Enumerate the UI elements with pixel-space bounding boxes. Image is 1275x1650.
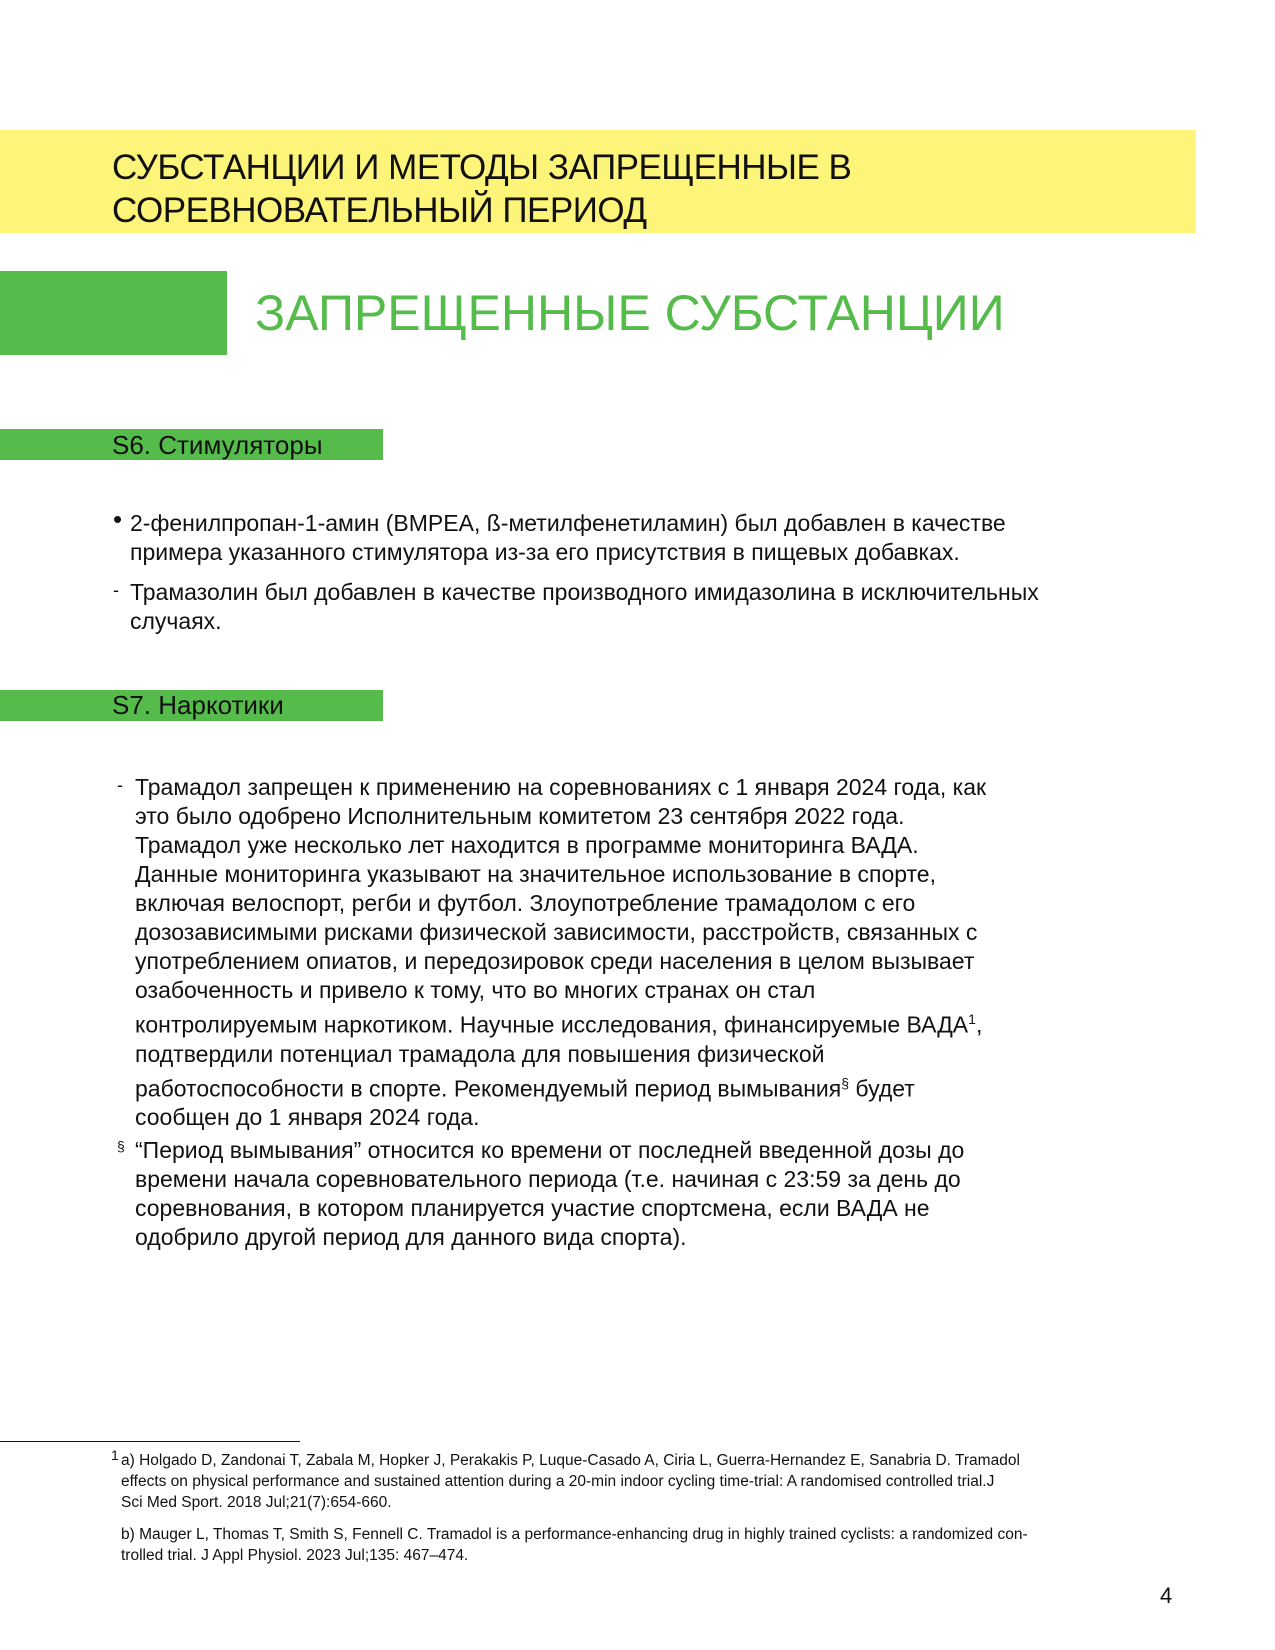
s7-item-text: , xyxy=(975,1011,983,1038)
s7-washout-note xyxy=(117,1136,1157,1252)
s7-item-1 xyxy=(117,773,1157,1132)
s6-item-1 xyxy=(113,504,1193,567)
footnote-number: 1 xyxy=(111,1447,119,1463)
s6-heading: S6. Стимуляторы xyxy=(112,430,323,460)
s7-item-line: Трамадол уже несколько лет находится в программе мониторинга ВАДА. xyxy=(135,832,919,858)
footnote-a xyxy=(111,1447,1140,1513)
s7-item-text: будет xyxy=(849,1075,915,1102)
footnote-divider xyxy=(0,1441,300,1442)
s7-item-line xyxy=(135,1005,1157,1040)
s7-note-line: времени начала соревновательного периода (т.е. начиная с 23:59 за день до xyxy=(135,1166,961,1192)
section-note-reference[interactable]: § xyxy=(841,1074,850,1091)
s7-item-line: подтвердили потенциал трамадола для повышения физической xyxy=(135,1040,825,1067)
s7-item-line: Данные мониторинга указывают на значительное использование в спорте, xyxy=(135,861,936,887)
section-title: ЗАПРЕЩЕННЫЕ СУБСТАНЦИИ xyxy=(255,285,1005,341)
s7-note-line: “Период вымывания” относится ко времени от последней введенной дозы до xyxy=(135,1137,965,1163)
footnote-b xyxy=(113,1524,1140,1566)
s7-item-line: Трамадол запрещен к применению на соревнованиях с 1 января 2024 года, как xyxy=(135,774,987,800)
s6-item-2-line-1: Трамазолин был добавлен в качестве производного имидазолина в исключительных xyxy=(130,579,1039,605)
page-number: 4 xyxy=(1160,1583,1173,1608)
s6-item-2-line-2: случаях. xyxy=(130,608,222,634)
s6-item-1-line-2: примера указанного стимулятора из-за его присутствия в пищевых добавках. xyxy=(130,539,960,565)
s7-item-line: озабоченность и привело к тому, что во многих странах он стал xyxy=(135,977,816,1003)
s6-item-2 xyxy=(113,578,1233,636)
s7-note-line: одобрило другой период для данного вида спорта). xyxy=(135,1224,687,1250)
s7-heading: S7. Наркотики xyxy=(112,690,284,720)
s7-item-text: контролируемым наркотиком. Научные исследования, финансируемые ВАДА xyxy=(135,1011,969,1038)
bullet-dot-icon: • xyxy=(113,504,123,534)
s7-item-text: работоспособности в спорте. Рекомендуемый период вымывания xyxy=(135,1075,842,1102)
footnote-a-line-3: Sci Med Sport. 2018 Jul;21(7):654-660. xyxy=(121,1494,392,1511)
page-title xyxy=(112,146,1182,232)
footnote-b-line-2: trolled trial. J Appl Physiol. 2023 Jul;135: 467–474. xyxy=(121,1547,469,1564)
dash-marker-icon: - xyxy=(113,580,119,600)
s7-item-line: сообщен до 1 января 2024 года. xyxy=(135,1104,480,1131)
s7-item-line: включая велоспорт, регби и футбол. Злоупотребление трамадолом с его xyxy=(135,890,916,916)
s7-item-line: употреблением опиатов, и передозировок среди населения в целом вызывает xyxy=(135,948,975,974)
footnote-a-line-2: effects on physical performance and sustained attention during a 20-min indoor cycling time-trial: A randomised controlled trial.J xyxy=(121,1473,995,1490)
s7-note-line: соревнования, в котором планируется участие спортсмена, если ВАДА не xyxy=(135,1195,930,1221)
section-accent-block xyxy=(0,271,227,355)
s6-item-1-line-1: 2-фенилпропан-1-амин (BMPEA, ß-метилфенетиламин) был добавлен в качестве xyxy=(130,510,1006,536)
page-title-line-1: СУБСТАНЦИИ И МЕТОДЫ ЗАПРЕЩЕННЫЕ В xyxy=(112,148,852,187)
section-sign-marker: § xyxy=(117,1138,125,1154)
footnote-reference[interactable]: 1 xyxy=(968,1011,976,1027)
dash-marker-icon: - xyxy=(117,775,123,795)
s7-item-line: дозозависимыми рисками физической зависимости, расстройств, связанных с xyxy=(135,919,978,945)
footnote-b-line-1: b) Mauger L, Thomas T, Smith S, Fennell C. Tramadol is a performance-enhancing drug in highly trained cyclists: a randomized con- xyxy=(121,1526,1028,1543)
s7-item-line xyxy=(135,1069,1157,1104)
page-title-line-2: СОРЕВНОВАТЕЛЬНЫЙ ПЕРИОД xyxy=(112,191,647,230)
s7-item-line: это было одобрено Исполнительным комитетом 23 сентября 2022 года. xyxy=(135,803,905,829)
footnote-a-line-1: a) Holgado D, Zandonai T, Zabala M, Hopker J, Perakakis P, Luque-Casado A, Ciria L, Guerra-Hernandez E, Sanabria D. Tramadol xyxy=(121,1452,1020,1469)
